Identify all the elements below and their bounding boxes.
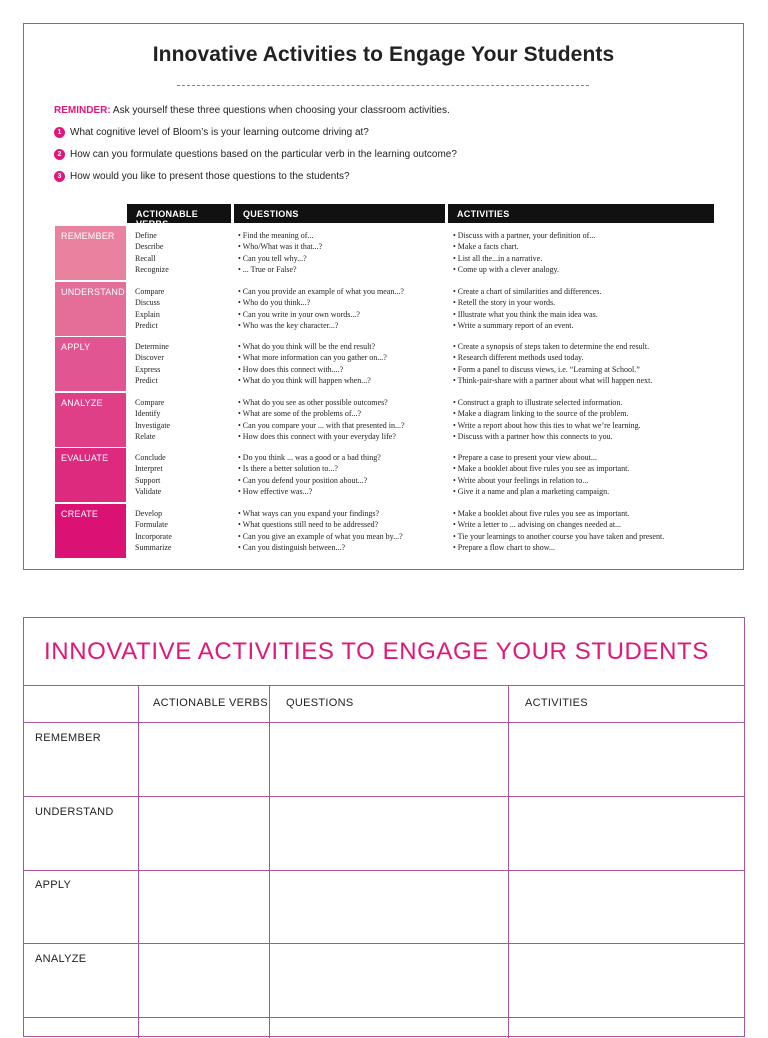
activities-item: • Create a chart of similarities and differences.	[453, 287, 602, 296]
questions-item: • Can you distinguish between...?	[238, 542, 346, 552]
grid-line	[24, 870, 744, 871]
question-3	[54, 171, 350, 182]
questions-item: • Who do you think...?	[238, 298, 311, 308]
verbs-list	[135, 452, 166, 497]
questions-item: • Can you give an example of what you mean by...?	[238, 531, 403, 541]
activities-item: • Retell the story in your words.	[453, 298, 556, 308]
reminder-note	[54, 105, 450, 116]
activities-item: • Make a diagram linking to the source of the problem.	[453, 409, 629, 419]
questions-item: • Can you compare your ... with that presented in...?	[238, 420, 405, 430]
level-cell-apply: APPLY	[55, 337, 126, 391]
level-cell-analyze: ANALYZE	[55, 393, 126, 447]
verbs-list	[135, 341, 169, 386]
activities-item: • Write about your feelings in relation to...	[453, 475, 589, 485]
number-badge: 2	[54, 149, 65, 160]
activities-item: • Tie your learnings to another course you have taken and present.	[453, 531, 665, 541]
verbs-item: Conclude	[135, 453, 166, 462]
activities-list	[453, 341, 652, 386]
questions-list	[238, 341, 387, 386]
verbs-item: Recognize	[135, 264, 169, 274]
questions-item: • ... True or False?	[238, 264, 297, 274]
activities-list	[453, 452, 629, 497]
activities-item: • Write a report about how this ties to what we’re learning.	[453, 420, 641, 430]
reference-title: Innovative Activities to Engage Your Students	[152, 43, 615, 66]
verbs-item: Discover	[135, 353, 164, 363]
verbs-item: Support	[135, 475, 161, 485]
header-questions: QUESTIONS	[234, 204, 445, 223]
activities-list	[453, 230, 595, 275]
questions-item: • What more information can you gather on...?	[238, 353, 387, 363]
questions-item: • Find the meaning of...	[238, 231, 314, 240]
header-activities: ACTIVITIES	[448, 204, 714, 223]
verbs-list	[135, 397, 170, 442]
worksheet-row-apply: APPLY	[35, 879, 72, 891]
questions-item: • How effective was...?	[238, 486, 313, 496]
activities-item: • Give it a name and plan a marketing campaign.	[453, 486, 610, 496]
worksheet-header-activities: ACTIVITIES	[525, 697, 588, 709]
verbs-list	[135, 230, 169, 275]
questions-item: • What do you think will be the end result?	[238, 342, 376, 351]
questions-list	[238, 452, 381, 497]
activities-item: • Form a panel to discuss views, i.e. “Learning at School.”	[453, 364, 640, 374]
worksheet-card	[23, 617, 745, 1037]
questions-item: • How does this connect with your everyday life?	[238, 431, 396, 441]
activities-item: • Illustrate what you think the main idea was.	[453, 309, 598, 319]
questions-item: • Do you think ... was a good or a bad thing?	[238, 453, 381, 462]
questions-list	[238, 286, 404, 331]
level-cell-create: CREATE	[55, 504, 126, 558]
verbs-item: Interpret	[135, 464, 163, 474]
level-cell-remember: REMEMBER	[55, 226, 126, 280]
activities-item: • Create a synopsis of steps taken to determine the end result.	[453, 342, 650, 351]
questions-item: • Can you tell why...?	[238, 253, 307, 263]
activities-list	[453, 397, 641, 442]
questions-item: • What questions still need to be addressed?	[238, 520, 379, 530]
level-cell-evaluate: EVALUATE	[55, 448, 126, 502]
activities-item: • Think-pair-share with a partner about what will happen next.	[453, 375, 653, 385]
reminder-text: Ask yourself these three questions when choosing your classroom activities.	[110, 105, 450, 116]
reference-card	[23, 23, 744, 570]
verbs-item: Compare	[135, 287, 165, 296]
verbs-item: Formulate	[135, 520, 168, 530]
activities-item: • Discuss with a partner, your definition of...	[453, 231, 596, 240]
grid-line	[138, 685, 139, 1038]
questions-item: • What are some of the problems of...?	[238, 409, 362, 419]
questions-item: • What ways can you expand your findings?	[238, 509, 380, 518]
activities-list	[453, 286, 601, 331]
worksheet-row-understand: UNDERSTAND	[35, 806, 114, 818]
verbs-item: Investigate	[135, 420, 171, 430]
question-text: How can you formulate questions based on the particular verb in the learning outcome?	[70, 149, 457, 160]
level-cell-understand: UNDERSTAND	[55, 282, 126, 336]
questions-list	[238, 397, 405, 442]
questions-item: • Can you provide an example of what you mean...?	[238, 287, 404, 296]
verbs-item: Summarize	[135, 542, 172, 552]
activities-item: • List all the...in a narrative.	[453, 253, 543, 263]
number-badge: 1	[54, 127, 65, 138]
reminder-label: REMINDER:	[54, 105, 111, 116]
activities-item: • Make a booklet about five rules you see as important.	[453, 509, 630, 518]
question-2	[54, 149, 457, 160]
verbs-item: Determine	[135, 342, 169, 351]
question-1	[54, 127, 369, 138]
worksheet-row-analyze: ANALYZE	[35, 953, 87, 965]
verbs-item: Recall	[135, 253, 156, 263]
verbs-item: Validate	[135, 486, 162, 496]
activities-item: • Prepare a flow chart to show...	[453, 542, 556, 552]
verbs-list	[135, 286, 164, 331]
questions-list	[238, 230, 322, 275]
questions-item: • Can you write in your own words...?	[238, 309, 360, 319]
worksheet-header-verbs: ACTIONABLE VERBS	[153, 697, 268, 709]
number-badge: 3	[54, 171, 65, 182]
activities-item: • Make a facts chart.	[453, 242, 519, 252]
verbs-item: Describe	[135, 242, 164, 252]
grid-line	[508, 685, 509, 1038]
question-text: How would you like to present those questions to the students?	[70, 171, 350, 182]
verbs-item: Compare	[135, 398, 165, 407]
questions-item: • What do you think will happen when...?	[238, 375, 371, 385]
activities-item: • Construct a graph to illustrate selected information.	[453, 398, 623, 407]
worksheet-row-remember: REMEMBER	[35, 732, 101, 744]
grid-line	[269, 685, 270, 1038]
verbs-item: Relate	[135, 431, 156, 441]
activities-item: • Come up with a clever analogy.	[453, 264, 560, 274]
header-verbs: ACTIONABLE VERBS	[127, 204, 231, 223]
questions-item: • Who was the key character...?	[238, 320, 339, 330]
grid-line	[24, 1017, 744, 1018]
verbs-item: Define	[135, 231, 157, 240]
questions-item: • Is there a better solution to...?	[238, 464, 338, 474]
verbs-item: Develop	[135, 509, 163, 518]
questions-item: • Can you defend your position about...?	[238, 475, 368, 485]
activities-item: • Write a summary report of an event.	[453, 320, 574, 330]
verbs-item: Discuss	[135, 298, 160, 308]
grid-line	[24, 796, 744, 797]
verbs-item: Predict	[135, 320, 158, 330]
questions-item: • Who/What was it that...?	[238, 242, 323, 252]
grid-line	[24, 685, 744, 686]
questions-item: • How does this connect with....?	[238, 364, 344, 374]
verbs-item: Explain	[135, 309, 160, 319]
worksheet-title: INNOVATIVE ACTIVITIES TO ENGAGE YOUR STUDENTS	[44, 638, 709, 665]
verbs-item: Identify	[135, 409, 161, 419]
activities-item: • Make a booklet about five rules you see as important.	[453, 464, 630, 474]
questions-item: • What do you see as other possible outcomes?	[238, 398, 388, 407]
question-text: What cognitive level of Bloom’s is your learning outcome driving at?	[70, 127, 369, 138]
grid-line	[24, 722, 744, 723]
verbs-item: Incorporate	[135, 531, 172, 541]
verbs-item: Express	[135, 364, 161, 374]
worksheet-header-questions: QUESTIONS	[286, 697, 354, 709]
activities-item: • Prepare a case to present your view about...	[453, 453, 597, 462]
title-divider	[177, 85, 589, 86]
verbs-list	[135, 508, 172, 553]
activities-item: • Write a letter to ... advising on changes needed at...	[453, 520, 622, 530]
activities-item: • Research different methods used today.	[453, 353, 584, 363]
grid-line	[24, 943, 744, 944]
verbs-item: Predict	[135, 375, 158, 385]
activities-list	[453, 508, 664, 553]
activities-item: • Discuss with a partner how this connects to you.	[453, 431, 613, 441]
questions-list	[238, 508, 403, 553]
